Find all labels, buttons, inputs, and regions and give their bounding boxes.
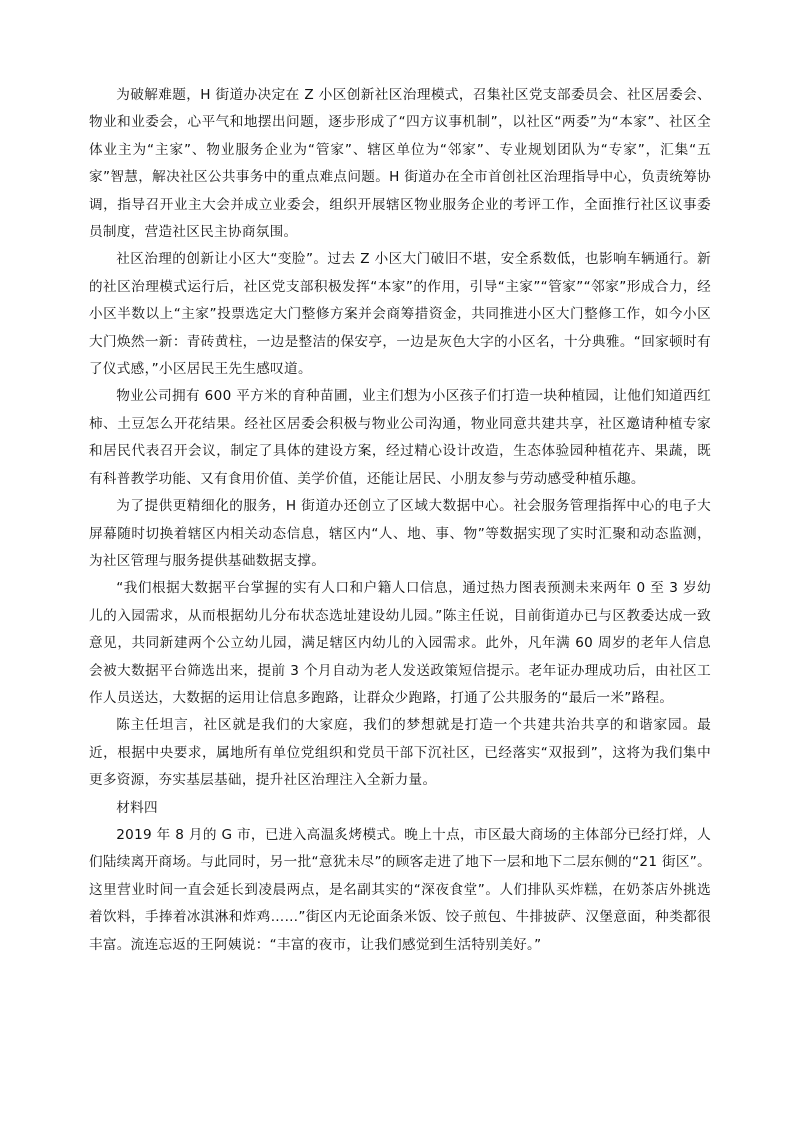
paragraph-5: “我们根据大数据平台掌握的实有人口和户籍人口信息，通过热力图表预测未来两年 0 至 3 岁幼儿的入园需求，从而根据幼儿分布状态选址建设幼儿园。”陈主任说，目前街道办已与区教委达成一致意见，共同新建两个公立幼儿园，满足辖区内幼儿的入园需求。此外，凡年满 60 周岁的老年人信息会被大数据平台筛选出来，提前 3 个月自动为老人发送政策短信提示。老年证办理成功后，由社区工作人员送达，大数据的运用让信息多跑路，让群众少跑路，打通了公共服务的“最后一米”路程。	[89, 580, 711, 706]
paragraph-6: 陈主任坦言，社区就是我们的大家庭，我们的梦想就是打造一个共建共治共享的和谐家园。最近，根据中央要求，属地所有单位党组织和党员干部下沉社区，已经落实“双报到”，这将为我们集中更多资源，夯实基层基础，提升社区治理注入全新力量。	[89, 717, 711, 789]
section-heading: 材料四	[116, 799, 158, 816]
paragraph-3: 物业公司拥有 600 平方米的育种苗圃，业主们想为小区孩子们打造一块种植园，让他们知道西红柿、土豆怎么开花结果。经社区居委会积极与物业公司沟通，物业同意共建共享，社区邀请种植专家和居民代表召开会议，制定了具体的建设方案，经过精心设计改造，生态体验园种植花卉、果蔬，既有科普教学功能、又有食用价值、美学价值，还能让居民、小朋友参与劳动感受种植乐趣。	[89, 388, 711, 487]
paragraph-1: 为破解难题，H 街道办决定在 Z 小区创新社区治理模式，召集社区党支部委员会、社区居委会、物业和业委会，心平气和地摆出问题，逐步形成了“四方议事机制”，以社区“两委”为“本家”、社区全体业主为“主家”、物业服务企业为“管家”、辖区单位为“邻家”、专业规划团队为“专家”，汇集“五家”智慧，解决社区公共事务中的重点难点问题。H 街道办在全市首创社区治理指导中心，负责统筹协调，指导召开业主大会并成立业委会，组织开展辖区物业服务企业的考评工作，全面推行社区议事委员制度，营造社区民主协商氛围。	[89, 87, 711, 241]
document-body	[89, 82, 711, 959]
paragraph-7: 2019 年 8 月的 G 市，已进入高温炙烤模式。晚上十点，市区最大商场的主体部分已经打烊，人们陆续离开商场。与此同时，另一批“意犹未尽”的顾客走进了地下一层和地下二层东侧的“21 街区”。这里营业时间一直会延长到凌晨两点，是名副其实的“深夜食堂”。人们排队买炸糕，在奶茶店外挑选着饮料，手捧着冰淇淋和炸鸡……”街区内无论面条米饭、饺子煎包、牛排披萨、汉堡意面，种类都很丰富。流连忘返的王阿姨说：“丰富的夜市，让我们感觉到生活特别美好。”	[89, 826, 711, 953]
paragraph-2: 社区治理的创新让小区大“变脸”。过去 Z 小区大门破旧不堪，安全系数低，也影响车辆通行。新的社区治理模式运行后，社区党支部积极发挥“本家”的作用，引导“主家”“管家”“邻家”形成合力，经小区半数以上“主家”投票选定大门整修方案并会商筹措资金，共同推进小区大门整修工作，如今小区大门焕然一新：青砖黄柱，一边是整洁的保安亭，一边是灰色大字的小区名，十分典雅。“回家顿时有了仪式感，”小区居民王先生感叹道。	[89, 251, 711, 378]
paragraph-4: 为了提供更精细化的服务，H 街道办还创立了区域大数据中心。社会服务管理指挥中心的电子大屏幕随时切换着辖区内相关动态信息，辖区内“人、地、事、物”等数据实现了实时汇聚和动态监测，为社区管理与服务提供基础数据支撑。	[89, 498, 711, 569]
